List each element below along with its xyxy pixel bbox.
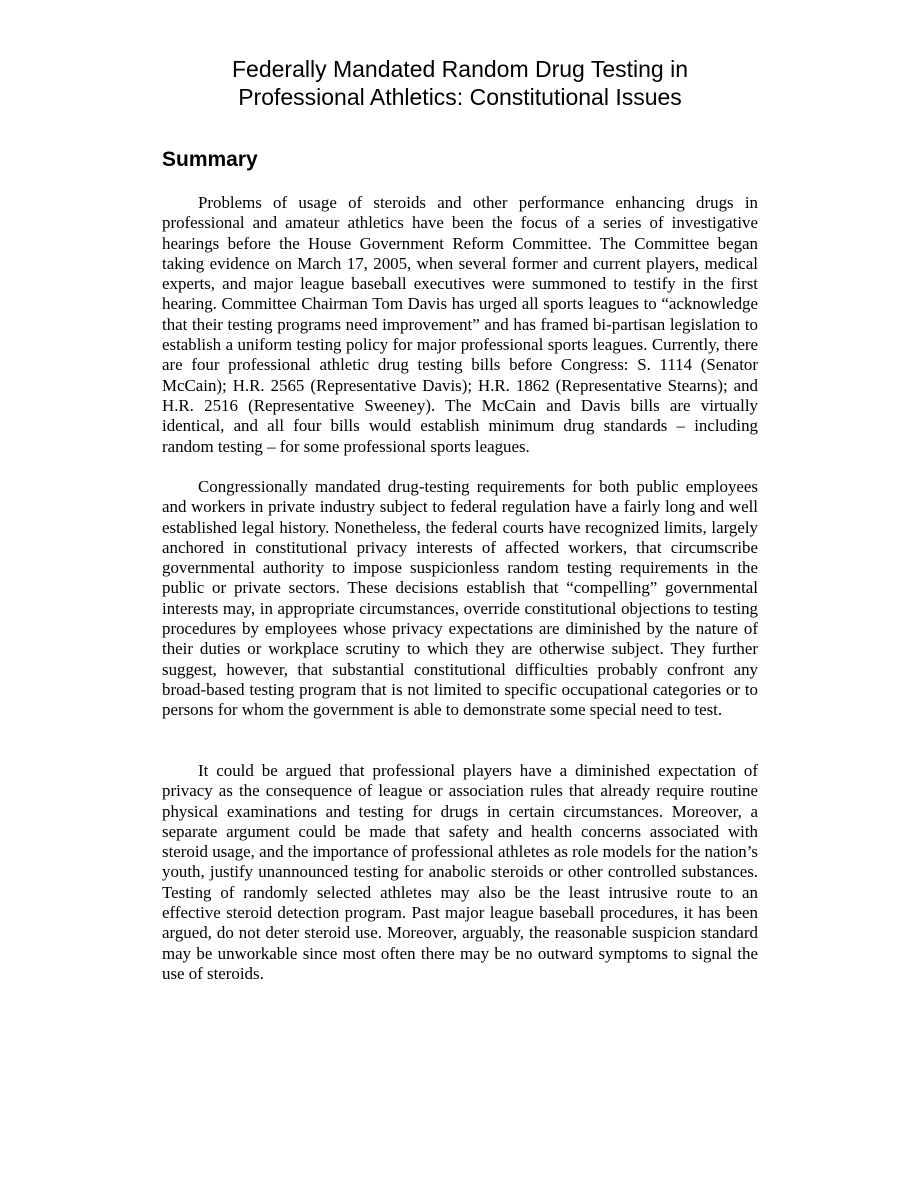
summary-paragraph-2: Congressionally mandated drug-testing requirements for both public employees and workers in private industry subject to federal regulation have a fairly long and well established legal history. Nonetheless, the federal courts have recognized limits, largely anchored in constitutional privacy interests of affected workers, that circumscribe governmental authority to impose suspicionless random testing requirements in the public or private sectors. These decisions establish that “compelling” governmental interests may, in appropriate circumstances, override constitutional objections to testing procedures by employees whose privacy expectations are diminished by the nature of their duties or workplace scrutiny to which they are otherwise subject. They further suggest, however, that substantial constitutional difficulties probably confront any broad-based testing program that is not limited to specific occupational categories or to persons for whom the government is able to demonstrate some special need to test. [162,477,758,720]
summary-paragraph-3: It could be argued that professional players have a diminished expectation of privacy as the consequence of league or association rules that already require routine physical examinations and testing for drugs in certain circumstances. Moreover, a separate argument could be made that safety and health concerns associated with steroid usage, and the importance of professional athletes as role models for the nation’s youth, justify unannounced testing for anabolic steroids or other controlled substances. Testing of randomly selected athletes may also be the least intrusive route to an effective steroid detection program. Past major league baseball procedures, it has been argued, do not deter steroid use. Moreover, arguably, the reasonable suspicion standard may be unworkable since most often there may be no outward symptoms to signal the use of steroids. [162,761,758,983]
section-heading-summary: Summary [162,148,258,171]
document-title-line-2: Professional Athletics: Constitutional Issues [238,84,682,110]
document-title [160,55,760,111]
document-title-line-1: Federally Mandated Random Drug Testing in [232,56,688,82]
summary-paragraph-1: Problems of usage of steroids and other performance enhancing drugs in professional and amateur athletics have been the focus of a series of investigative hearings before the House Government Reform Committee. The Committee began taking evidence on March 17, 2005, when several former and current players, medical experts, and major league baseball executives were summoned to testify in the first hearing. Committee Chairman Tom Davis has urged all sports leagues to “acknowledge that their testing programs need improvement” and has framed bi-partisan legislation to establish a uniform testing policy for major professional sports leagues. Currently, there are four professional athletic drug testing bills before Congress: S. 1114 (Senator McCain); H.R. 2565 (Representative Davis); H.R. 1862 (Representative Stearns); and H.R. 2516 (Representative Sweeney). The McCain and Davis bills are virtually identical, and all four bills would establish minimum drug standards – including random testing – for some professional sports leagues. [162,193,758,456]
